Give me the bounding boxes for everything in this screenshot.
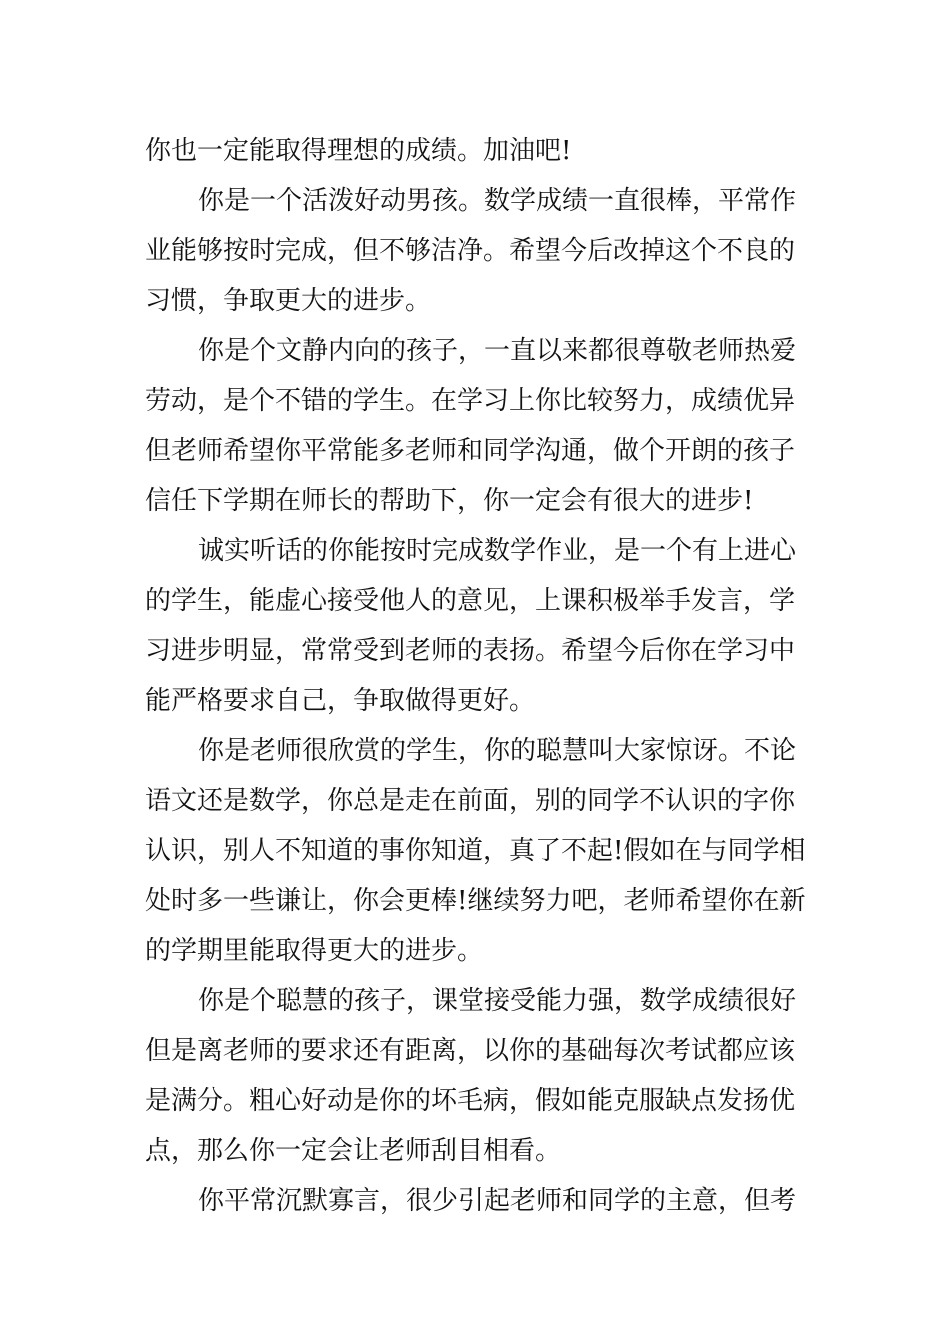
text-line: 习惯，争取更大的进步。 [145, 286, 432, 316]
text-line: 信任下学期在师长的帮助下，你一定会有很大的进步! [145, 486, 754, 516]
paragraph-5 [145, 726, 810, 976]
text-line: 你平常沉默寡言，很少引起老师和同学的主意，但考 [198, 1186, 797, 1216]
document-body [145, 126, 810, 1226]
text-line: 但是离老师的要求还有距离，以你的基础每次考试都应该 [145, 1036, 796, 1066]
paragraph-7 [145, 1176, 810, 1226]
text-line: 劳动，是个不错的学生。在学习上你比较努力，成绩优异 [145, 386, 796, 416]
text-line: 能严格要求自己，争取做得更好。 [145, 686, 536, 716]
text-line: 你是老师很欣赏的学生，你的聪慧叫大家惊讶。不论 [198, 736, 797, 766]
text-line: 点，那么你一定会让老师刮目相看。 [145, 1136, 562, 1166]
text-line: 你是一个活泼好动男孩。数学成绩一直很棒，平常作 [198, 186, 797, 216]
text-line: 你也一定能取得理想的成绩。加油吧! [145, 136, 572, 166]
text-line: 习进步明显，常常受到老师的表扬。希望今后你在学习中 [145, 636, 796, 666]
text-line: 语文还是数学，你总是走在前面，别的同学不认识的字你 [145, 786, 796, 816]
paragraph-1 [145, 126, 810, 176]
text-line: 诚实听话的你能按时完成数学作业，是一个有上进心 [198, 536, 797, 566]
text-line: 的学生，能虚心接受他人的意见，上课积极举手发言，学 [145, 586, 796, 616]
text-line: 处时多一些谦让，你会更棒!继续努力吧，老师希望你在新 [145, 886, 806, 916]
paragraph-2 [145, 176, 810, 326]
text-line: 是满分。粗心好动是你的坏毛病，假如能克服缺点发扬优 [145, 1086, 796, 1116]
paragraph-6 [145, 976, 810, 1176]
text-line: 的学期里能取得更大的进步。 [145, 936, 484, 966]
paragraph-4 [145, 526, 810, 726]
text-line: 你是个文静内向的孩子，一直以来都很尊敬老师热爱 [198, 336, 797, 366]
text-line: 业能够按时完成，但不够洁净。希望今后改掉这个不良的 [145, 236, 796, 266]
text-line: 但老师希望你平常能多老师和同学沟通，做个开朗的孩子 [145, 436, 796, 466]
text-line: 认识，别人不知道的事你知道，真了不起!假如在与同学相 [145, 836, 806, 866]
text-line: 你是个聪慧的孩子，课堂接受能力强，数学成绩很好 [198, 986, 797, 1016]
paragraph-3 [145, 326, 810, 526]
